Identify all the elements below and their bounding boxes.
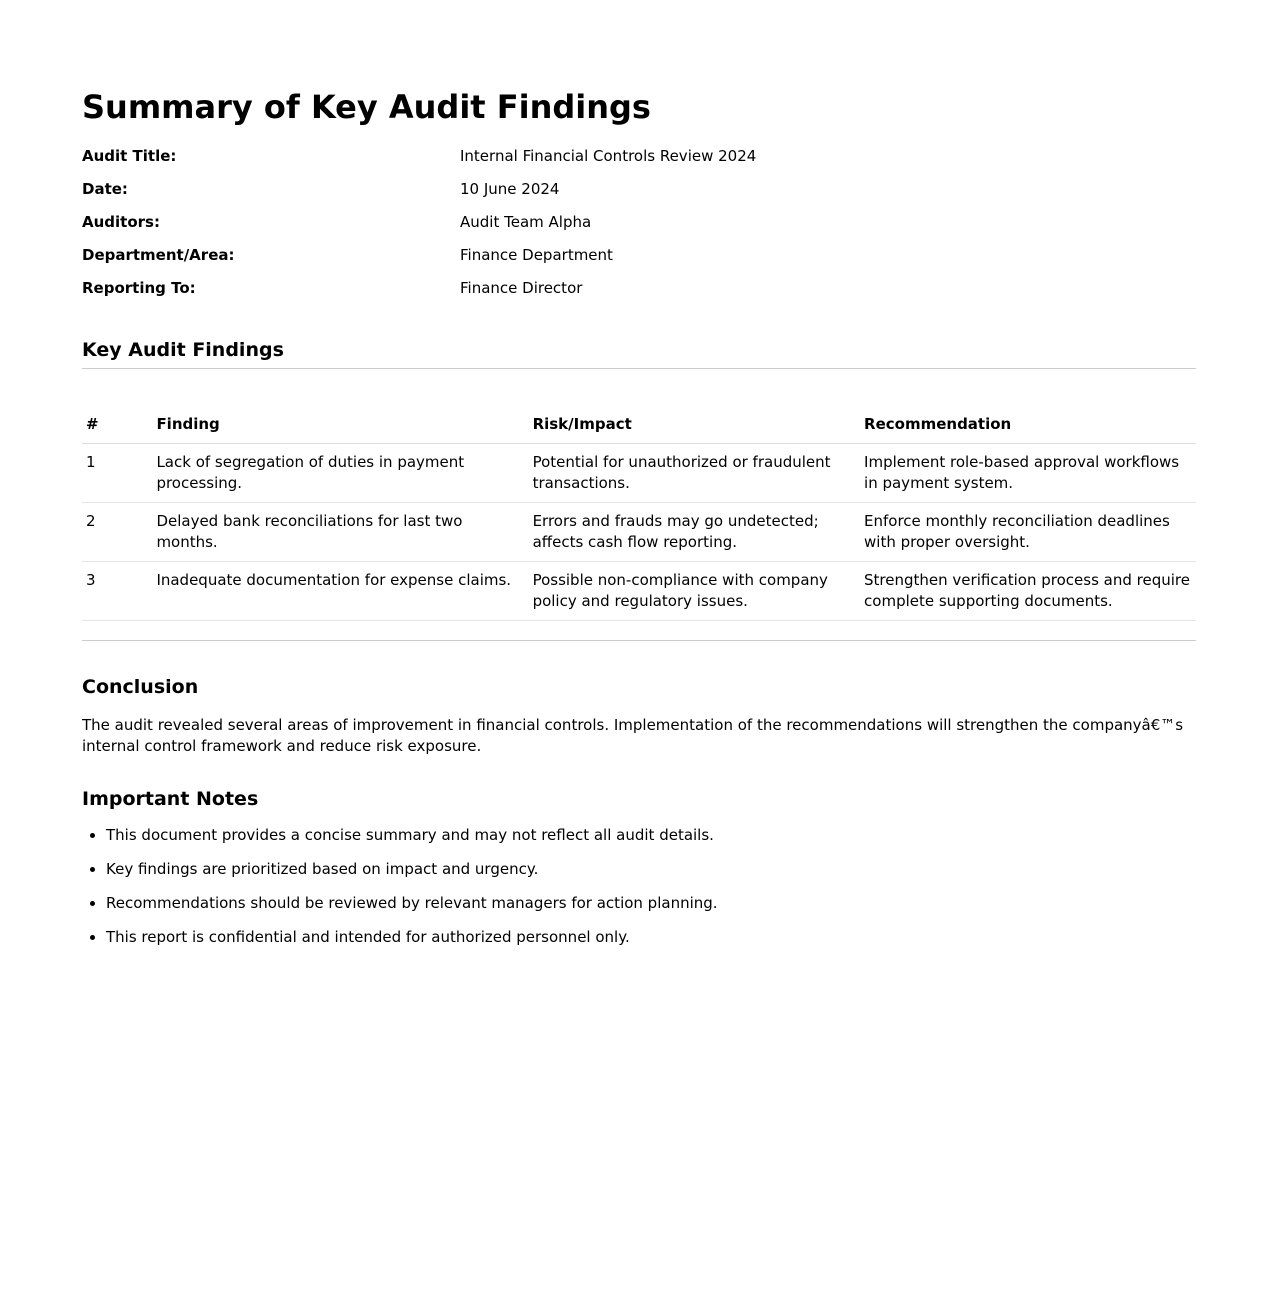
cell-recommendation: Implement role-based approval workflows in payment system. [860, 444, 1196, 503]
cell-finding: Inadequate documentation for expense claims. [152, 562, 528, 621]
conclusion-heading: Conclusion [82, 676, 199, 698]
column-header-risk: Risk/Impact [529, 405, 860, 444]
meta-label: Reporting To: [82, 279, 196, 297]
meta-label: Department/Area: [82, 246, 235, 264]
list-item: • This report is confidential and intended for authorized personnel only. [106, 927, 1196, 948]
meta-row-audit-title [82, 146, 1196, 179]
table-header-row [82, 405, 1196, 444]
column-header-recommendation: Recommendation [860, 405, 1196, 444]
meta-value: 10 June 2024 [460, 180, 560, 198]
meta-label: Audit Title: [82, 147, 177, 165]
cell-recommendation: Enforce monthly reconciliation deadlines with proper oversight. [860, 503, 1196, 562]
notes-heading: Important Notes [82, 788, 259, 810]
cell-recommendation: Strengthen verification process and require complete supporting documents. [860, 562, 1196, 621]
cell-finding: Lack of segregation of duties in payment processing. [152, 444, 528, 503]
cell-number: 2 [82, 503, 152, 562]
meta-value: Internal Financial Controls Review 2024 [460, 147, 757, 165]
cell-finding: Delayed bank reconciliations for last two months. [152, 503, 528, 562]
meta-value: Audit Team Alpha [460, 213, 592, 231]
table-row [82, 562, 1196, 621]
audit-meta [82, 146, 1196, 311]
meta-label: Date: [82, 180, 128, 198]
conclusion-text: The audit revealed several areas of improvement in financial controls. Implementation of the recommendations will strengthen the companyâ€™s internal control framework and reduce risk exposure. [82, 716, 1184, 755]
findings-heading: Key Audit Findings [82, 339, 284, 361]
cell-risk: Errors and frauds may go undetected; affects cash flow reporting. [529, 503, 860, 562]
meta-value: Finance Director [460, 279, 583, 297]
meta-row-auditors [82, 212, 1196, 245]
meta-row-department [82, 245, 1196, 278]
meta-label: Auditors: [82, 213, 160, 231]
cell-risk: Potential for unauthorized or fraudulent transactions. [529, 444, 860, 503]
cell-number: 3 [82, 562, 152, 621]
findings-divider [82, 368, 1196, 369]
conclusion-divider [82, 640, 1196, 641]
cell-risk: Possible non-compliance with company policy and regulatory issues. [529, 562, 860, 621]
notes-list [82, 825, 1196, 961]
meta-row-date [82, 179, 1196, 212]
column-header-finding: Finding [152, 405, 528, 444]
list-item: • Recommendations should be reviewed by relevant managers for action planning. [106, 893, 1196, 914]
list-item: • Key findings are prioritized based on impact and urgency. [106, 859, 1196, 880]
cell-number: 1 [82, 444, 152, 503]
table-row [82, 444, 1196, 503]
findings-table [82, 405, 1196, 621]
meta-value: Finance Department [460, 246, 613, 264]
meta-row-reporting-to [82, 278, 1196, 311]
page-title: Summary of Key Audit Findings [82, 88, 651, 126]
list-item: • This document provides a concise summary and may not reflect all audit details. [106, 825, 1196, 846]
column-header-number: # [82, 405, 152, 444]
table-row [82, 503, 1196, 562]
